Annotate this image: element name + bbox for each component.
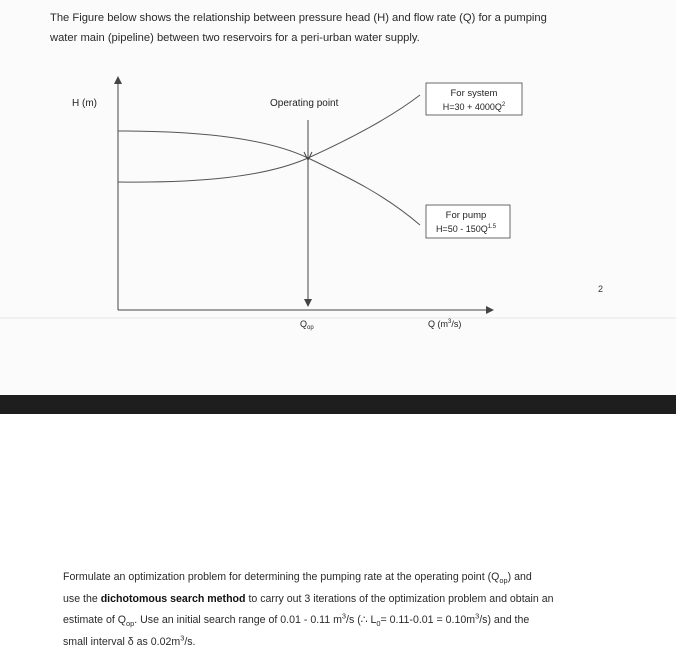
question-line-4: small interval δ as $0.02m^3/s$. <box>63 632 196 648</box>
question-paragraph <box>63 567 618 653</box>
x-axis-label-pre: Q (m <box>428 319 448 329</box>
system-box-title: For system <box>450 88 498 99</box>
method-name: dichotomous search method <box>100 592 246 605</box>
pump-curve <box>118 131 420 225</box>
system-eq-sup: 2 <box>501 102 506 108</box>
pump-eq-sup: 1.5 <box>487 224 497 230</box>
pump-box-equation <box>436 224 497 234</box>
intro-line-2: water main (pipeline) between two reservoirs for a peri-urban water supply. <box>50 32 420 44</box>
intro-line-1: The Figure below shows the relationship between pressure head (H) and flow rate (Q) for a pumping <box>50 12 547 24</box>
system-box-equation <box>443 102 506 112</box>
question-line-3: estimate of $Q_{op}$. Use an initial search range of 0.01 - 0.11 $m^3/s$ (∴ $L_0= 0.11-0.01 = 0.10m^3/s$) and the <box>63 611 530 629</box>
pump-eq-main: H=50 - 150Q <box>435 224 488 234</box>
pump-box-title: For pump <box>445 210 487 221</box>
question-line-2: use the dichotomous search method to carry out 3 iterations of the optimization problem and obtain an <box>63 592 554 605</box>
x-axis-label-post: /s) <box>451 319 462 329</box>
qop-sub: op <box>307 325 314 331</box>
system-curve <box>118 95 420 182</box>
page-number: 2 <box>598 284 604 294</box>
page-divider-band <box>0 395 676 414</box>
operating-point-label: Operating point <box>270 98 339 109</box>
qop-label <box>300 319 314 331</box>
x-axis-label <box>428 319 461 329</box>
x-axis-label-sup: 3 <box>448 319 452 325</box>
question-line-1: Formulate an optimization problem for determining the pumping rate at the operating point $(Q_{op})$ and <box>63 571 532 586</box>
y-axis-label: H (m) <box>72 98 97 109</box>
system-eq-main: H=30 + 4000Q <box>442 102 502 112</box>
qop-main: Q <box>300 319 308 329</box>
